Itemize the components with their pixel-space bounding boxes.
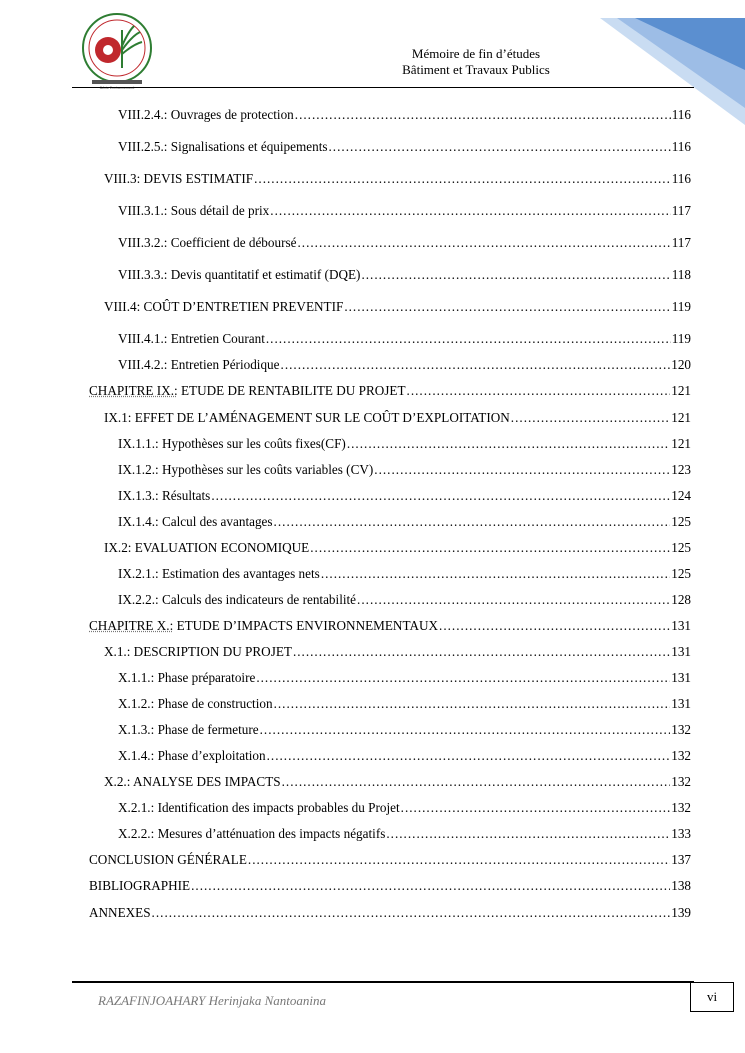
toc-entry[interactable] (118, 436, 691, 452)
toc-entry-title: VIII.4: COÛT D’ENTRETIEN PREVENTIF (104, 299, 344, 314)
toc-dot-leader (357, 592, 670, 608)
toc-page-number: 125 (671, 514, 691, 529)
toc-entry[interactable] (118, 107, 691, 123)
toc-entry-label (118, 748, 266, 764)
toc-page-number: 123 (671, 462, 691, 477)
toc-dot-leader (270, 203, 670, 219)
toc-entry-title: CONCLUSION GÉNÉRALE (89, 852, 247, 867)
toc-entry-title: VIII.2.5.: Signalisations et équipements (118, 139, 328, 154)
toc-entry-label (104, 774, 281, 790)
toc-entry[interactable] (118, 139, 691, 155)
toc-dot-leader (274, 696, 671, 712)
toc-dot-leader (361, 267, 670, 283)
toc-entry-title: IX.1.4.: Calcul des avantages (118, 514, 273, 529)
toc-entry-label (89, 852, 247, 868)
toc-dot-leader (297, 235, 670, 251)
toc-page-number: 121 (671, 436, 691, 451)
toc-entry-title: IX.1.2.: Hypothèses sur les coûts variables (CV) (118, 462, 374, 477)
toc-entry[interactable] (118, 670, 691, 686)
toc-entry-label (118, 514, 273, 530)
toc-entry[interactable] (118, 592, 691, 608)
toc-page-number: 121 (671, 410, 691, 425)
toc-entry-label (104, 299, 343, 315)
toc-entry-label (118, 331, 265, 347)
toc-entry-title: VIII.3: DEVIS ESTIMATIF (104, 171, 254, 186)
toc-page-number: 125 (671, 540, 691, 555)
toc-page-number: 133 (671, 826, 691, 841)
toc-entry-label (118, 722, 259, 738)
toc-entry-label (118, 488, 210, 504)
toc-page-number: 119 (671, 331, 691, 346)
toc-entry-label (118, 436, 346, 452)
toc-page-number: 139 (671, 905, 691, 920)
toc-entry-label (118, 203, 269, 219)
toc-page-number: 131 (671, 618, 691, 633)
toc-dot-leader (254, 171, 671, 187)
toc-dot-leader (374, 462, 670, 478)
toc-page-number: 116 (671, 139, 691, 154)
toc-page-number: 119 (671, 299, 691, 314)
toc-entry-title: IX.2: EVALUATION ECONOMIQUE (104, 540, 310, 555)
toc-entry[interactable] (118, 488, 691, 504)
toc-entry-label (118, 462, 373, 478)
header-title-line2: Bâtiment et Travaux Publics (402, 62, 550, 77)
toc-entry-title: ANNEXES (89, 905, 151, 920)
toc-entry[interactable] (118, 462, 691, 478)
toc-page-number: 121 (671, 383, 691, 398)
toc-dot-leader (152, 905, 671, 921)
toc-entry-title: VIII.4.1.: Entretien Courant (118, 331, 265, 346)
toc-entry-title: IX.2.2.: Calculs des indicateurs de rentabilité (118, 592, 357, 607)
toc-entry[interactable] (118, 826, 691, 842)
toc-entry[interactable] (118, 514, 691, 530)
toc-dot-leader (248, 852, 670, 868)
toc-dot-leader (266, 331, 671, 347)
header-rule (72, 87, 694, 88)
toc-page-number: 117 (671, 235, 691, 250)
toc-page-number: 116 (671, 171, 691, 186)
toc-dot-leader (267, 748, 671, 764)
toc-entry-label (118, 107, 294, 123)
toc-page-number: 118 (671, 267, 691, 282)
toc-entry-title: X.2.1.: Identification des impacts probables du Projet (118, 800, 400, 815)
toc-entry-title: VIII.4.2.: Entretien Périodique (118, 357, 280, 372)
toc-entry[interactable] (104, 410, 691, 426)
toc-dot-leader (274, 514, 671, 530)
toc-entry[interactable] (118, 357, 691, 373)
footer-author: RAZAFINJOAHARY Herinjaka Nantoanina (98, 993, 326, 1008)
toc-dot-leader (401, 800, 671, 816)
toc-entry-label (118, 235, 296, 251)
toc-page-number: 131 (671, 644, 691, 659)
toc-entry[interactable] (118, 267, 691, 283)
toc-page-number: 128 (671, 592, 691, 607)
toc-dot-leader (347, 436, 670, 452)
svg-text:Génie Environnement: Génie Environnement (99, 86, 135, 90)
toc-entry-title: VIII.3.1.: Sous détail de prix (118, 203, 270, 218)
toc-entry[interactable] (118, 203, 691, 219)
toc-entry[interactable] (118, 722, 691, 738)
toc-entry[interactable] (104, 644, 691, 660)
toc-page-number: 137 (671, 852, 691, 867)
toc-dot-leader (407, 383, 671, 399)
toc-entry-label (118, 267, 360, 283)
toc-chapter-prefix: CHAPITRE IX.: (89, 383, 178, 398)
school-logo (78, 10, 156, 90)
toc-entry-title: IX.1.1.: Hypothèses sur les coûts fixes(CF) (118, 436, 346, 451)
toc-entry[interactable] (118, 331, 691, 347)
toc-entry[interactable] (89, 852, 691, 868)
toc-page-number: 116 (671, 107, 691, 122)
toc-entry-label (104, 540, 309, 556)
header-title-line1: Mémoire de fin d’études (411, 46, 541, 61)
toc-chapter-prefix: CHAPITRE X.: (89, 618, 174, 633)
toc-page-number: 117 (671, 203, 691, 218)
toc-dot-leader (386, 826, 670, 842)
toc-entry[interactable] (104, 299, 691, 315)
toc-dot-leader (310, 540, 670, 556)
toc-entry-label (118, 826, 385, 842)
toc-entry[interactable] (118, 748, 691, 764)
toc-dot-leader (211, 488, 670, 504)
toc-page-number: 131 (671, 670, 691, 685)
toc-entry-title: X.1.4.: Phase d’exploitation (118, 748, 266, 763)
toc-entry-title: X.1.2.: Phase de construction (118, 696, 273, 711)
toc-dot-leader (281, 357, 671, 373)
toc-entry-title: X.1.3.: Phase de fermeture (118, 722, 259, 737)
toc-entry[interactable] (89, 383, 691, 399)
toc-entry-label (104, 410, 510, 426)
toc-entry-title: ETUDE DE RENTABILITE DU PROJET (177, 383, 406, 398)
toc-dot-leader (511, 410, 670, 426)
toc-page-number: 120 (671, 357, 691, 372)
toc-dot-leader (256, 670, 670, 686)
toc-dot-leader (439, 618, 670, 634)
toc-dot-leader (293, 644, 670, 660)
toc-entry-label (89, 878, 190, 894)
toc-entry-title: VIII.2.4.: Ouvrages de protection (118, 107, 294, 122)
toc-entry[interactable] (118, 566, 691, 582)
toc-dot-leader (260, 722, 671, 738)
page-number: vi (690, 982, 734, 1012)
toc-entry-title: X.1.: DESCRIPTION DU PROJET (104, 644, 292, 659)
toc-page-number: 138 (671, 878, 691, 893)
toc-entry[interactable] (118, 800, 691, 816)
toc-entry-title: X.2.: ANALYSE DES IMPACTS (104, 774, 281, 789)
toc-page-number: 132 (671, 748, 691, 763)
footer-rule (72, 981, 694, 983)
toc-entry[interactable] (118, 235, 691, 251)
toc-entry-title: IX.1: EFFET DE L’AMÉNAGEMENT SUR LE COÛT D’EXPLOITATION (104, 410, 510, 425)
toc-page-number: 132 (671, 722, 691, 737)
toc-dot-leader (344, 299, 670, 315)
toc-dot-leader (295, 107, 671, 123)
toc-entry[interactable] (118, 696, 691, 712)
toc-entry-title: VIII.3.2.: Coefficient de déboursé (118, 235, 297, 250)
toc-entry-title: IX.1.3.: Résultats (118, 488, 211, 503)
toc-entry-label (104, 644, 292, 660)
toc-entry-title: X.1.1.: Phase préparatoire (118, 670, 256, 685)
toc-dot-leader (191, 878, 670, 894)
toc-entry-title: IX.2.1.: Estimation des avantages nets (118, 566, 320, 581)
toc-entry-label (118, 670, 255, 686)
toc-dot-leader (329, 139, 671, 155)
toc-entry[interactable] (104, 171, 691, 187)
toc-entry-label (118, 696, 273, 712)
toc-entry[interactable] (104, 774, 691, 790)
toc-entry[interactable] (104, 540, 691, 556)
toc-entry-label (118, 357, 280, 373)
toc-entry-label (118, 592, 356, 608)
toc-entry-label (118, 800, 400, 816)
toc-entry-title: X.2.2.: Mesures d’atténuation des impacts négatifs (118, 826, 386, 841)
toc-entry[interactable] (89, 878, 691, 894)
toc-entry-label (104, 171, 253, 187)
toc-dot-leader (321, 566, 670, 582)
toc-page-number: 124 (671, 488, 691, 503)
toc-entry-label (89, 905, 151, 921)
toc-entry-title: VIII.3.3.: Devis quantitatif et estimatif (DQE) (118, 267, 361, 282)
toc-entry-label (89, 618, 438, 634)
toc-page-number: 125 (671, 566, 691, 581)
toc-entry-label (118, 139, 328, 155)
toc-dot-leader (282, 774, 671, 790)
toc-entry[interactable] (89, 618, 691, 634)
toc-entry-title: ETUDE D’IMPACTS ENVIRONNEMENTAUX (173, 618, 439, 633)
toc-page-number: 131 (671, 696, 691, 711)
toc-page-number: 132 (671, 800, 691, 815)
toc-entry-title: BIBLIOGRAPHIE (89, 878, 191, 893)
toc-page-number: 132 (671, 774, 691, 789)
toc-entry-label (89, 383, 406, 399)
toc-entry[interactable] (89, 905, 691, 921)
toc-entry-label (118, 566, 320, 582)
